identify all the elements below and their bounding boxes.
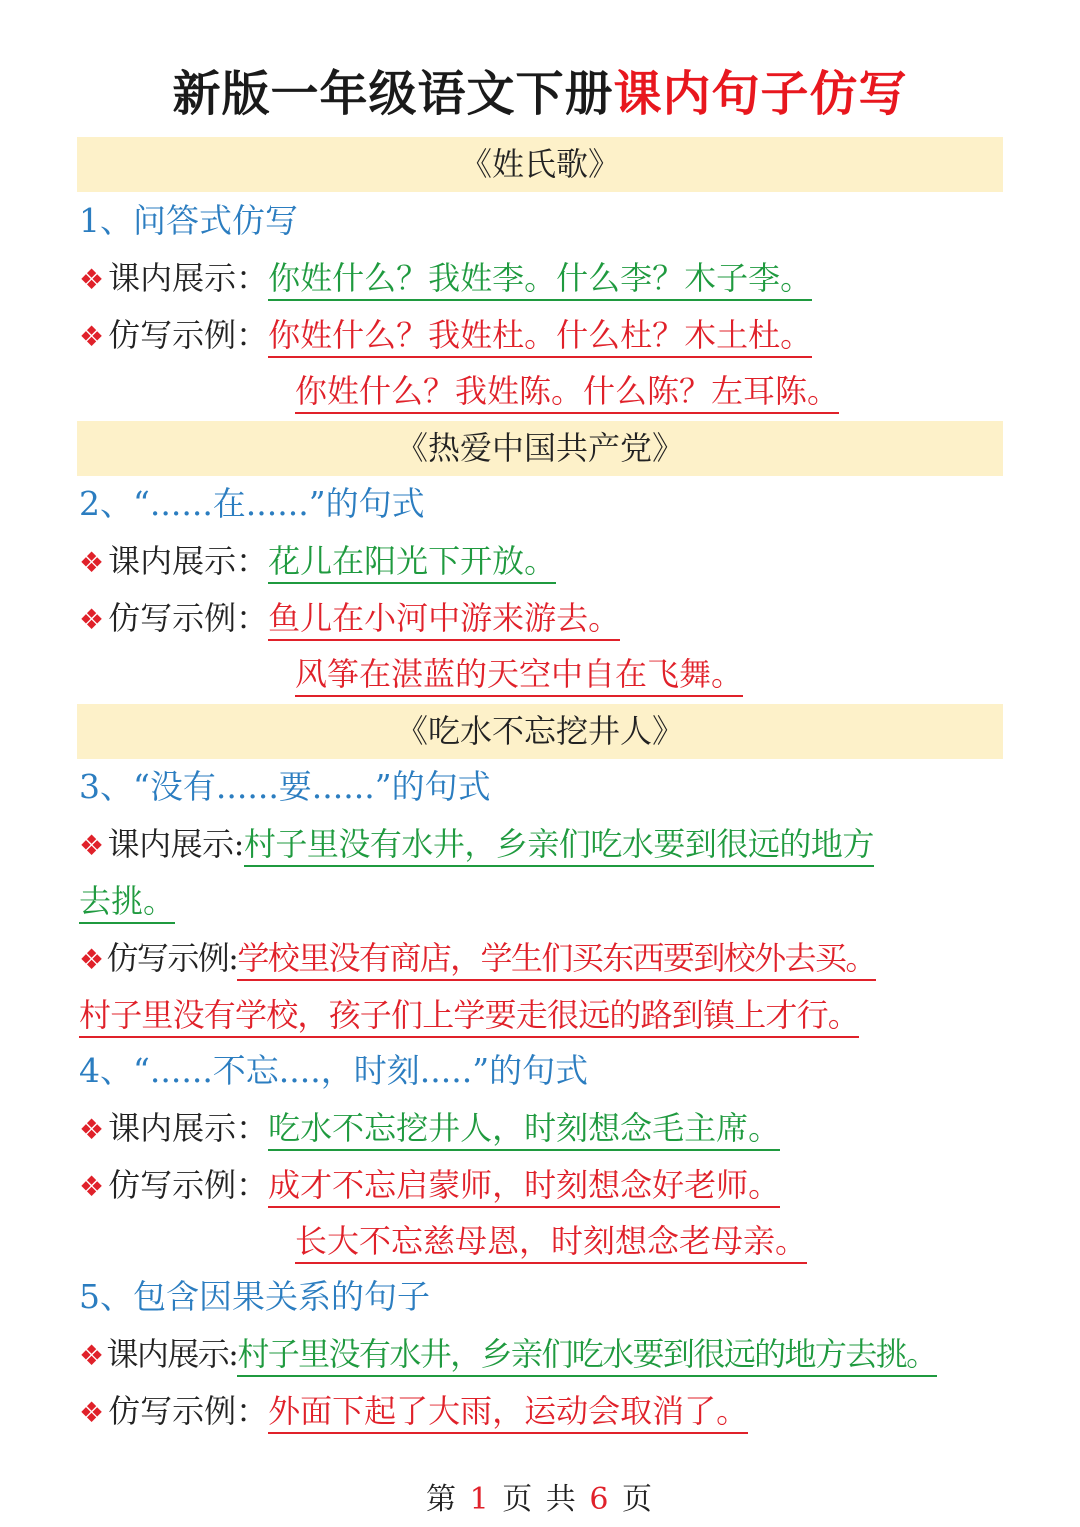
example-sentence-4b: 长大不忘慈母恩，时刻想念老母亲。	[295, 1222, 807, 1264]
diamond-bullet-icon: ❖	[79, 1339, 103, 1372]
example-sentence-5a: 外面下起了大雨，运动会取消了。	[268, 1392, 748, 1434]
lesson-band-3: 《吃水不忘挖井人》	[77, 704, 1003, 759]
show-sentence-4: 吃水不忘挖井人，时刻想念毛主席。	[268, 1109, 780, 1151]
example-row-5	[79, 1389, 748, 1435]
show-row-3	[79, 822, 874, 868]
show-label: 课内展示：	[108, 542, 269, 580]
show-sentence-1: 你姓什么？我姓李。什么李？木子李。	[268, 259, 812, 301]
footer-page-number: 1	[469, 1482, 491, 1517]
example-row-2	[79, 596, 620, 642]
section-heading-5: 5、包含因果关系的句子	[79, 1277, 430, 1316]
example-sentence-3b: 村子里没有学校，孩子们上学要走很远的路到镇上才行。	[79, 996, 859, 1038]
show-row-3-cont	[79, 879, 175, 923]
example-sentence-1a: 你姓什么？我姓杜。什么杜？木土杜。	[268, 316, 812, 358]
lesson-band-2: 《热爱中国共产党》	[77, 421, 1003, 476]
footer-prefix: 第	[426, 1482, 459, 1517]
example-row-3b	[79, 993, 859, 1037]
diamond-bullet-icon: ❖	[79, 603, 105, 636]
show-row-4	[79, 1106, 780, 1152]
lesson-band-1: 《姓氏歌》	[77, 137, 1003, 192]
example-row-4	[79, 1163, 780, 1209]
diamond-bullet-icon: ❖	[79, 1170, 105, 1203]
diamond-bullet-icon: ❖	[79, 943, 103, 976]
diamond-bullet-icon: ❖	[79, 320, 105, 353]
section-heading-4: 4、“......不忘....，时刻.....”的句式	[79, 1051, 589, 1090]
section-heading-3: 3、“没有......要......”的句式	[79, 767, 491, 806]
show-label: 课内展示：	[108, 259, 269, 297]
show-label: 课内展示:	[106, 1335, 238, 1373]
example-label: 仿写示例:	[106, 939, 238, 977]
footer-total-pages: 6	[589, 1482, 611, 1517]
page-footer	[0, 1478, 1080, 1522]
show-row-1	[79, 256, 812, 302]
example-sentence-3a: 学校里没有商店，学生们买东西要到校外去买。	[237, 939, 875, 981]
example-sentence-4a: 成才不忘启蒙师，时刻想念好老师。	[268, 1166, 780, 1208]
example-row-1b	[295, 369, 839, 413]
footer-mid: 页 共	[502, 1482, 578, 1517]
show-sentence-5: 村子里没有水井，乡亲们吃水要到很远的地方去挑。	[237, 1335, 936, 1377]
diamond-bullet-icon: ❖	[79, 1396, 105, 1429]
show-row-5	[79, 1332, 937, 1378]
section-heading-2: 2、“......在......”的句式	[79, 484, 425, 523]
example-row-4b	[295, 1219, 807, 1263]
example-sentence-1b: 你姓什么？我姓陈。什么陈？左耳陈。	[295, 372, 839, 414]
show-sentence-3: 村子里没有水井，乡亲们吃水要到很远的地方	[244, 825, 874, 867]
show-sentence-3-cont: 去挑。	[79, 882, 175, 924]
show-sentence-2: 花儿在阳光下开放。	[268, 542, 556, 584]
example-label: 仿写示例：	[108, 316, 269, 354]
title-part1: 新版一年级语文下册	[172, 66, 614, 122]
example-label: 仿写示例：	[108, 599, 269, 637]
diamond-bullet-icon: ❖	[79, 829, 104, 862]
example-row-1	[79, 313, 812, 359]
page-title	[0, 62, 1080, 126]
example-sentence-2a: 鱼儿在小河中游来游去。	[268, 599, 620, 641]
diamond-bullet-icon: ❖	[79, 546, 105, 579]
footer-suffix: 页	[621, 1482, 654, 1517]
show-label: 课内展示：	[108, 1109, 269, 1147]
section-heading-1: 1、问答式仿写	[79, 201, 298, 240]
diamond-bullet-icon: ❖	[79, 263, 105, 296]
example-row-2b	[295, 652, 743, 696]
title-part2: 课内句子仿写	[613, 66, 908, 122]
example-sentence-2b: 风筝在湛蓝的天空中自在飞舞。	[295, 655, 743, 697]
diamond-bullet-icon: ❖	[79, 1113, 105, 1146]
show-row-2	[79, 539, 556, 585]
example-label: 仿写示例：	[108, 1392, 269, 1430]
example-row-3	[79, 936, 876, 982]
show-label: 课内展示:	[107, 825, 244, 863]
example-label: 仿写示例：	[108, 1166, 269, 1204]
